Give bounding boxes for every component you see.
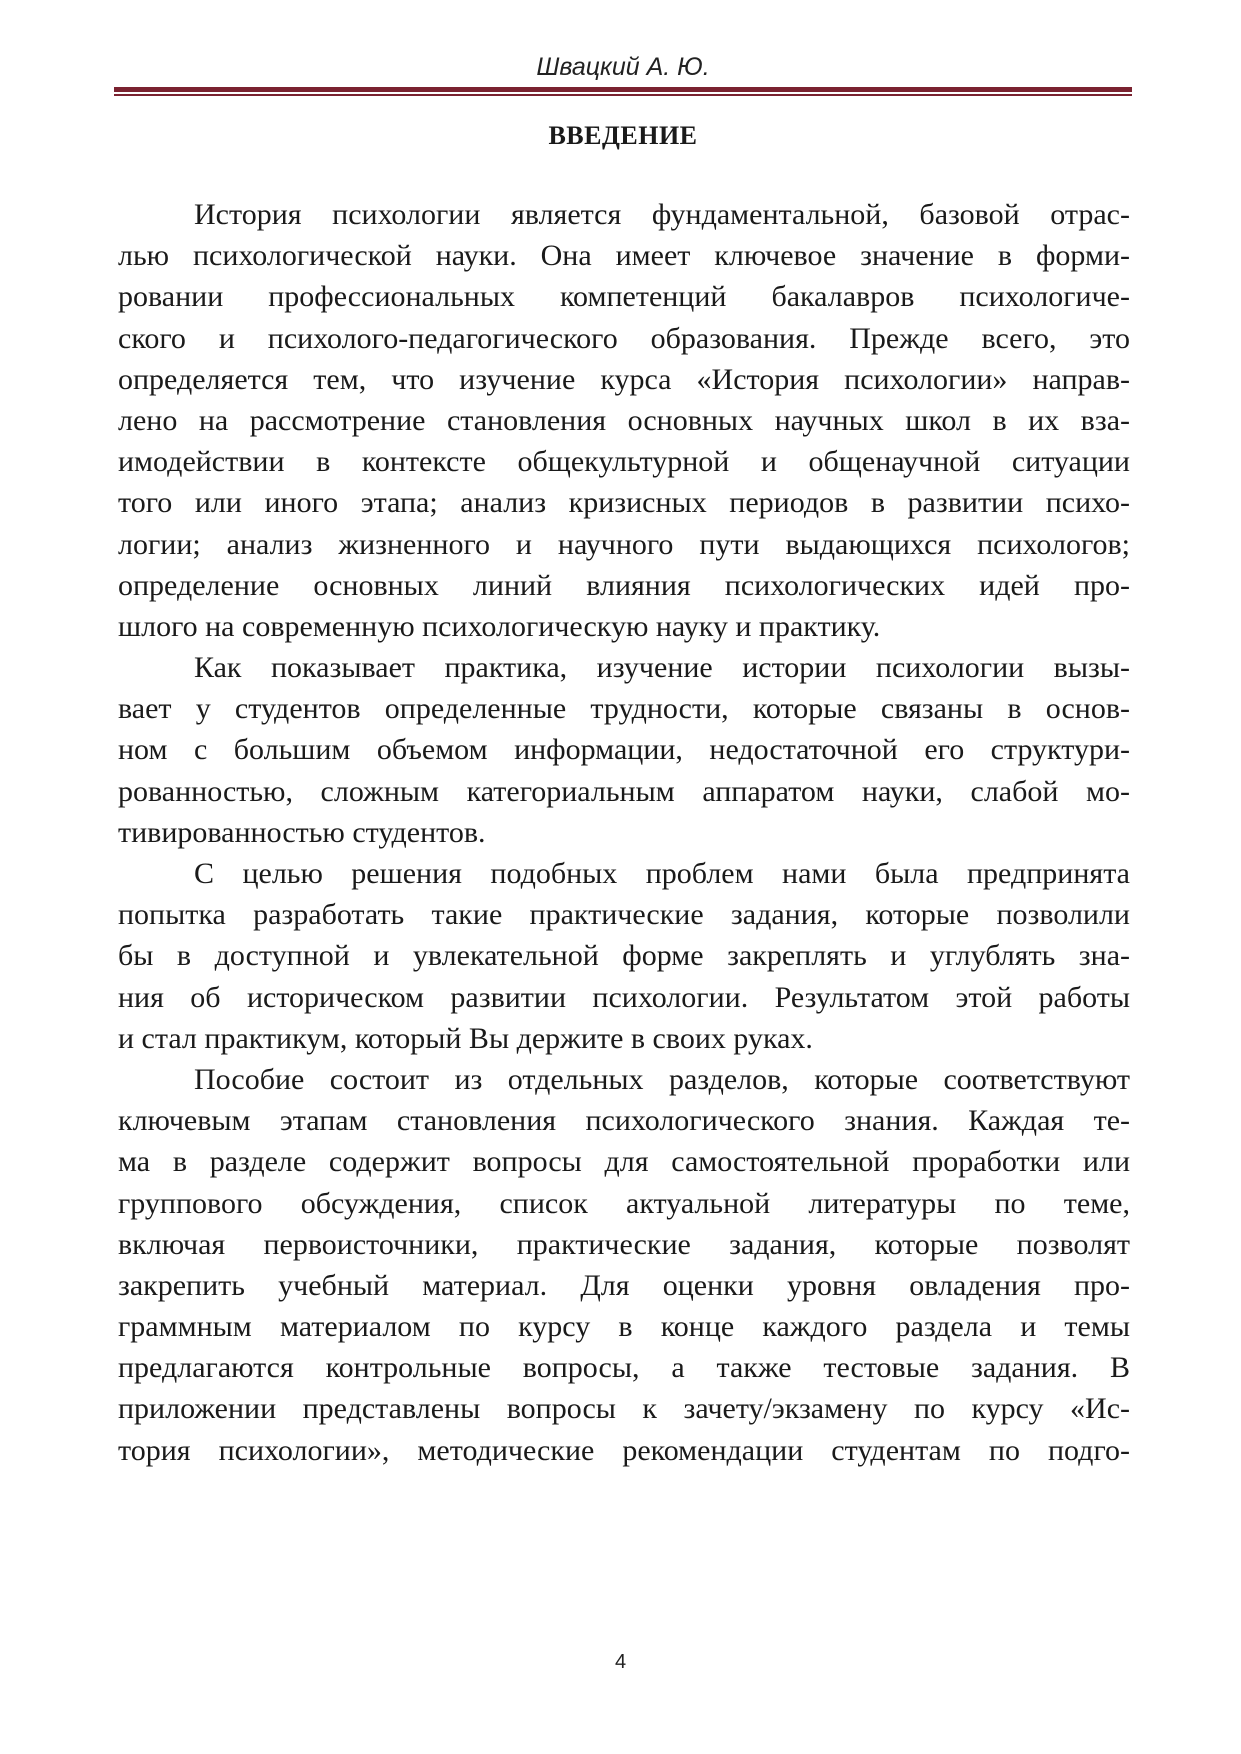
- text-line: попытка разработать такие практические задания, которые позволили: [118, 898, 1130, 932]
- text-line: определяется тем, что изучение курса «История психологии» направ-: [118, 362, 1130, 396]
- text-line: определение основных линий влияния психологических идей про-: [118, 568, 1130, 602]
- header-rule-thin: [114, 94, 1132, 96]
- text-line: ном с большим объемом информации, недостаточной его структури-: [118, 733, 1130, 767]
- text-line: тивированностью студентов.: [118, 815, 486, 849]
- text-line: граммным материалом по курсу в конце каждого раздела и темы: [118, 1310, 1130, 1344]
- text-line: лью психологической науки. Она имеет ключевое значение в форми-: [118, 239, 1130, 273]
- text-line: рованностью, сложным категориальным аппаратом науки, слабой мо-: [118, 774, 1130, 808]
- text-line: шлого на современную психологическую науку и практику.: [118, 609, 881, 643]
- text-line: группового обсуждения, список актуальной литературы по теме,: [118, 1186, 1130, 1220]
- text-line: предлагаются контрольные вопросы, а также тестовые задания. В: [118, 1351, 1130, 1385]
- text-line: приложении представлены вопросы к зачету/экзамену по курсу «Ис-: [118, 1392, 1130, 1426]
- header-rule-thick: [114, 87, 1132, 92]
- text-line: История психологии является фундаментальной, базовой отрас-: [194, 198, 1130, 231]
- text-line: бы в доступной и увлекательной форме закреплять и углублять зна-: [118, 939, 1130, 973]
- text-line: Как показывает практика, изучение истории психологии вызы-: [194, 651, 1130, 685]
- text-line: ровании профессиональных компетенций бакалавров психологиче-: [118, 280, 1130, 314]
- paragraph-2: [118, 647, 1130, 853]
- section-title: ВВЕДЕНИЕ: [548, 121, 698, 150]
- text-line: ма в разделе содержит вопросы для самостоятельной проработки или: [118, 1145, 1130, 1179]
- body-text: [118, 194, 1130, 1471]
- text-line: закрепить учебный материал. Для оценки уровня овладения про-: [118, 1268, 1130, 1302]
- paragraph-3: [118, 853, 1130, 1059]
- text-line: включая первоисточники, практические задания, которые позволят: [118, 1227, 1130, 1261]
- running-title: Швацкий А. Ю.: [536, 53, 710, 81]
- text-line: ского и психолого-педагогического образования. Прежде всего, это: [118, 321, 1130, 355]
- text-line: вает у студентов определенные трудности, которые связаны в основ-: [118, 692, 1130, 726]
- paragraph-4: [118, 1059, 1130, 1471]
- text-line: тория психологии», методические рекомендации студентам по подго-: [118, 1433, 1130, 1467]
- text-line: С целью решения подобных проблем нами была предпринята: [194, 857, 1130, 890]
- paragraph-1: [118, 194, 1130, 647]
- text-line: ния об историческом развитии психологии. Результатом этой работы: [118, 980, 1130, 1014]
- text-line: того или иного этапа; анализ кризисных периодов в развитии психо-: [118, 486, 1130, 520]
- text-line: Пособие состоит из отдельных разделов, которые соответствуют: [194, 1062, 1130, 1096]
- page-number: 4: [614, 1651, 627, 1673]
- text-line: имодействии в контексте общекультурной и общенаучной ситуации: [118, 445, 1130, 479]
- text-line: лено на рассмотрение становления основных научных школ в их вза-: [118, 403, 1130, 437]
- text-line: ключевым этапам становления психологического знания. Каждая те-: [118, 1104, 1130, 1138]
- text-line: логии; анализ жизненного и научного пути выдающихся психологов;: [118, 527, 1130, 561]
- text-line: и стал практикум, который Вы держите в своих руках.: [118, 1021, 813, 1055]
